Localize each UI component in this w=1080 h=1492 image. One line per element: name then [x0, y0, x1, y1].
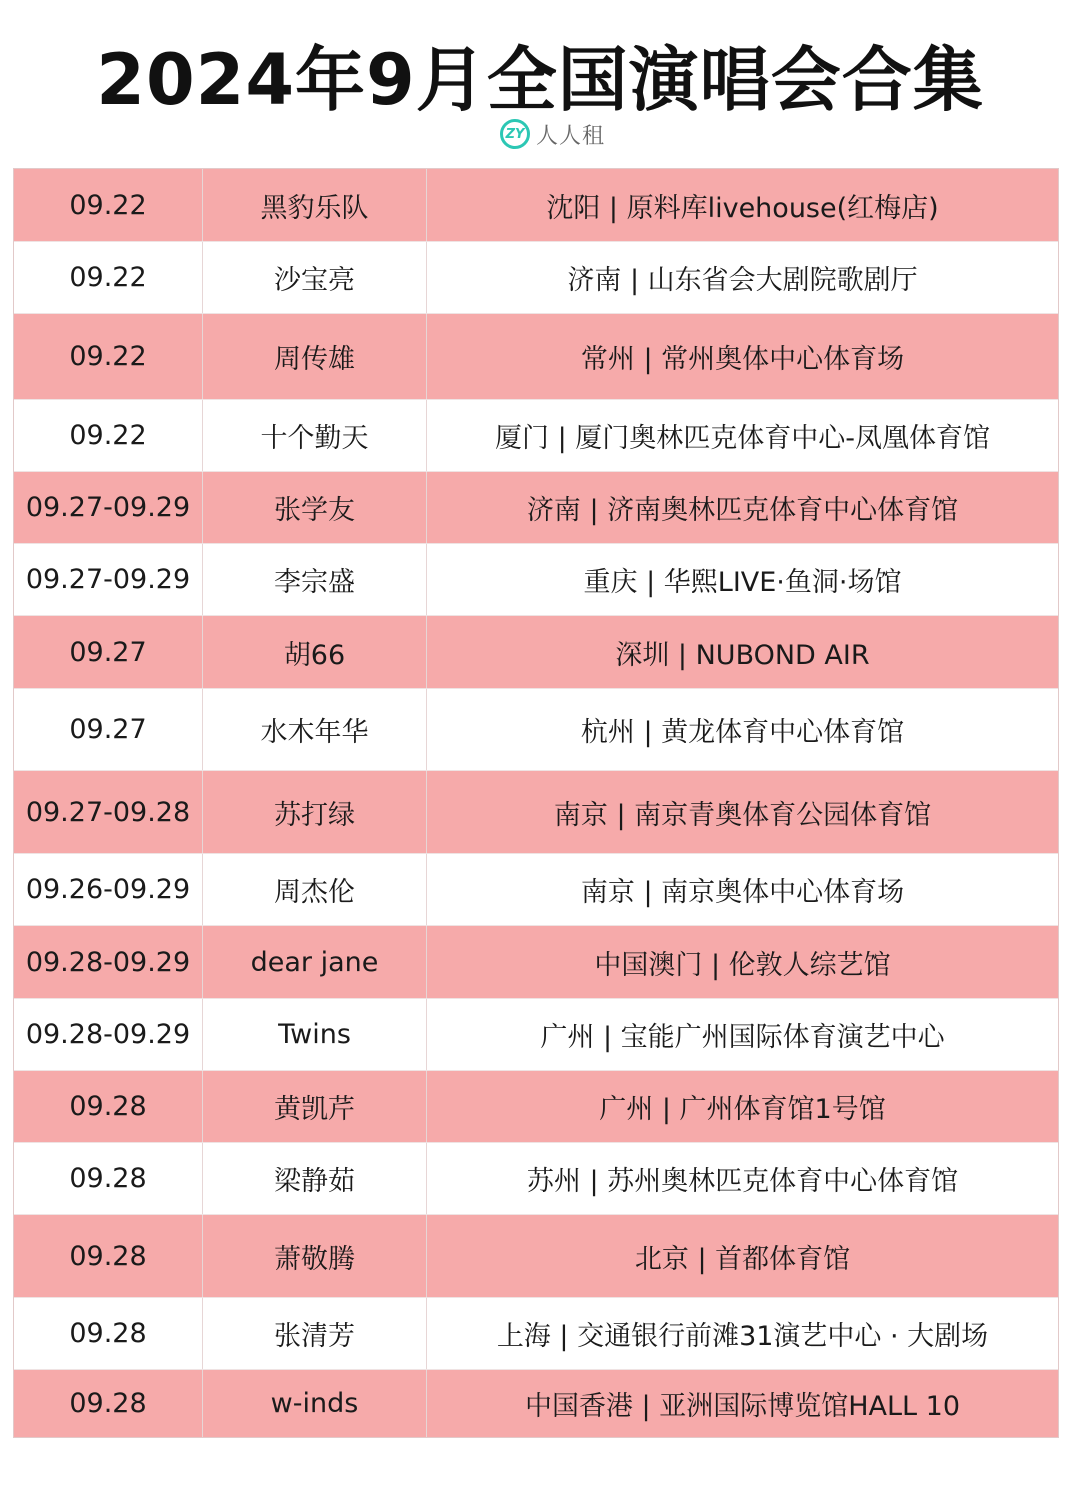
date-cell: 09.28	[14, 1143, 203, 1214]
date-cell: 09.27	[14, 616, 203, 688]
date-cell: 09.28	[14, 1215, 203, 1297]
artist-cell: 沙宝亮	[203, 242, 427, 313]
venue-cell: 厦门 | 厦门奥林匹克体育中心-凤凰体育馆	[494, 423, 990, 454]
venue-cell: 广州 | 宝能广州国际体育演艺中心	[540, 1022, 945, 1053]
artist-cell: 萧敬腾	[203, 1215, 427, 1297]
brand-logo	[500, 114, 605, 154]
artist-cell: w-inds	[203, 1370, 427, 1437]
date-cell: 09.27-09.28	[14, 771, 203, 853]
table-row	[14, 472, 1058, 544]
date-cell: 09.28	[14, 1071, 203, 1142]
venue-cell: 南京 | 南京奥体中心体育场	[580, 877, 905, 908]
table-row	[14, 1143, 1058, 1215]
date-cell: 09.28-09.29	[14, 999, 203, 1070]
venue-cell: 南京 | 南京青奥体育公园体育馆	[553, 799, 932, 831]
table-row	[14, 926, 1058, 999]
artist-cell: 张学友	[203, 472, 427, 543]
venue-cell: 济南 | 山东省会大剧院歌剧厅	[567, 265, 918, 296]
venue-cell: 重庆 | 华熙LIVE·鱼洞·场馆	[583, 567, 902, 598]
artist-cell: 苏打绿	[203, 771, 427, 853]
date-cell: 09.22	[14, 169, 203, 241]
table-row	[14, 771, 1058, 854]
date-cell: 09.27-09.29	[14, 472, 203, 543]
artist-cell: 周传雄	[203, 314, 427, 399]
table-row	[14, 999, 1058, 1071]
concert-table	[13, 168, 1059, 1438]
date-cell: 09.27-09.29	[14, 544, 203, 615]
table-row	[14, 1298, 1058, 1370]
brand-logo-icon: ZY	[500, 119, 530, 149]
table-row	[14, 242, 1058, 314]
date-cell: 09.28	[14, 1370, 203, 1437]
table-row	[14, 1370, 1058, 1437]
artist-cell: 李宗盛	[203, 544, 427, 615]
venue-cell: 苏州 | 苏州奥林匹克体育中心体育馆	[526, 1166, 959, 1197]
page-title: 2024年9月全国演唱会合集	[96, 39, 984, 121]
venue-cell: 常州 | 常州奥体中心体育场	[580, 344, 905, 375]
date-cell: 09.26-09.29	[14, 854, 203, 925]
table-row	[14, 616, 1058, 689]
table-row	[14, 400, 1058, 472]
brand-logo-text: 人人租	[536, 123, 606, 149]
artist-cell: 黑豹乐队	[203, 169, 427, 241]
venue-cell: 广州 | 广州体育馆1号馆	[599, 1094, 886, 1125]
artist-cell: 黄凯芹	[203, 1071, 427, 1142]
date-cell: 09.22	[14, 400, 203, 471]
artist-cell: 张清芳	[203, 1298, 427, 1369]
artist-cell: 水木年华	[203, 689, 427, 770]
venue-cell: 深圳 | NUBOND AIR	[615, 639, 870, 671]
date-cell: 09.28-09.29	[14, 926, 203, 998]
venue-cell: 沈阳 | 原料库livehouse(红梅店)	[546, 192, 939, 224]
table-row	[14, 854, 1058, 926]
table-row	[14, 1071, 1058, 1143]
table-row	[14, 1215, 1058, 1298]
date-cell: 09.22	[14, 314, 203, 399]
artist-cell: 梁静茹	[203, 1143, 427, 1214]
artist-cell: dear jane	[203, 926, 427, 998]
venue-cell: 济南 | 济南奥林匹克体育中心体育馆	[526, 495, 959, 526]
date-cell: 09.22	[14, 242, 203, 313]
artist-cell: 周杰伦	[203, 854, 427, 925]
venue-cell: 中国香港 | 亚洲国际博览馆HALL 10	[524, 1391, 961, 1422]
table-row	[14, 169, 1058, 242]
artist-cell: Twins	[203, 999, 427, 1070]
venue-cell: 中国澳门 | 伦敦人综艺馆	[594, 949, 891, 981]
venue-cell: 上海 | 交通银行前滩31演艺中心 · 大剧场	[496, 1321, 989, 1352]
artist-cell: 十个勤天	[203, 400, 427, 471]
date-cell: 09.27	[14, 689, 203, 770]
venue-cell: 杭州 | 黄龙体育中心体育馆	[580, 717, 905, 748]
table-row	[14, 544, 1058, 616]
venue-cell: 北京 | 首都体育馆	[634, 1243, 851, 1275]
date-cell: 09.28	[14, 1298, 203, 1369]
artist-cell: 胡66	[203, 616, 427, 688]
table-row	[14, 314, 1058, 400]
table-row	[14, 689, 1058, 771]
